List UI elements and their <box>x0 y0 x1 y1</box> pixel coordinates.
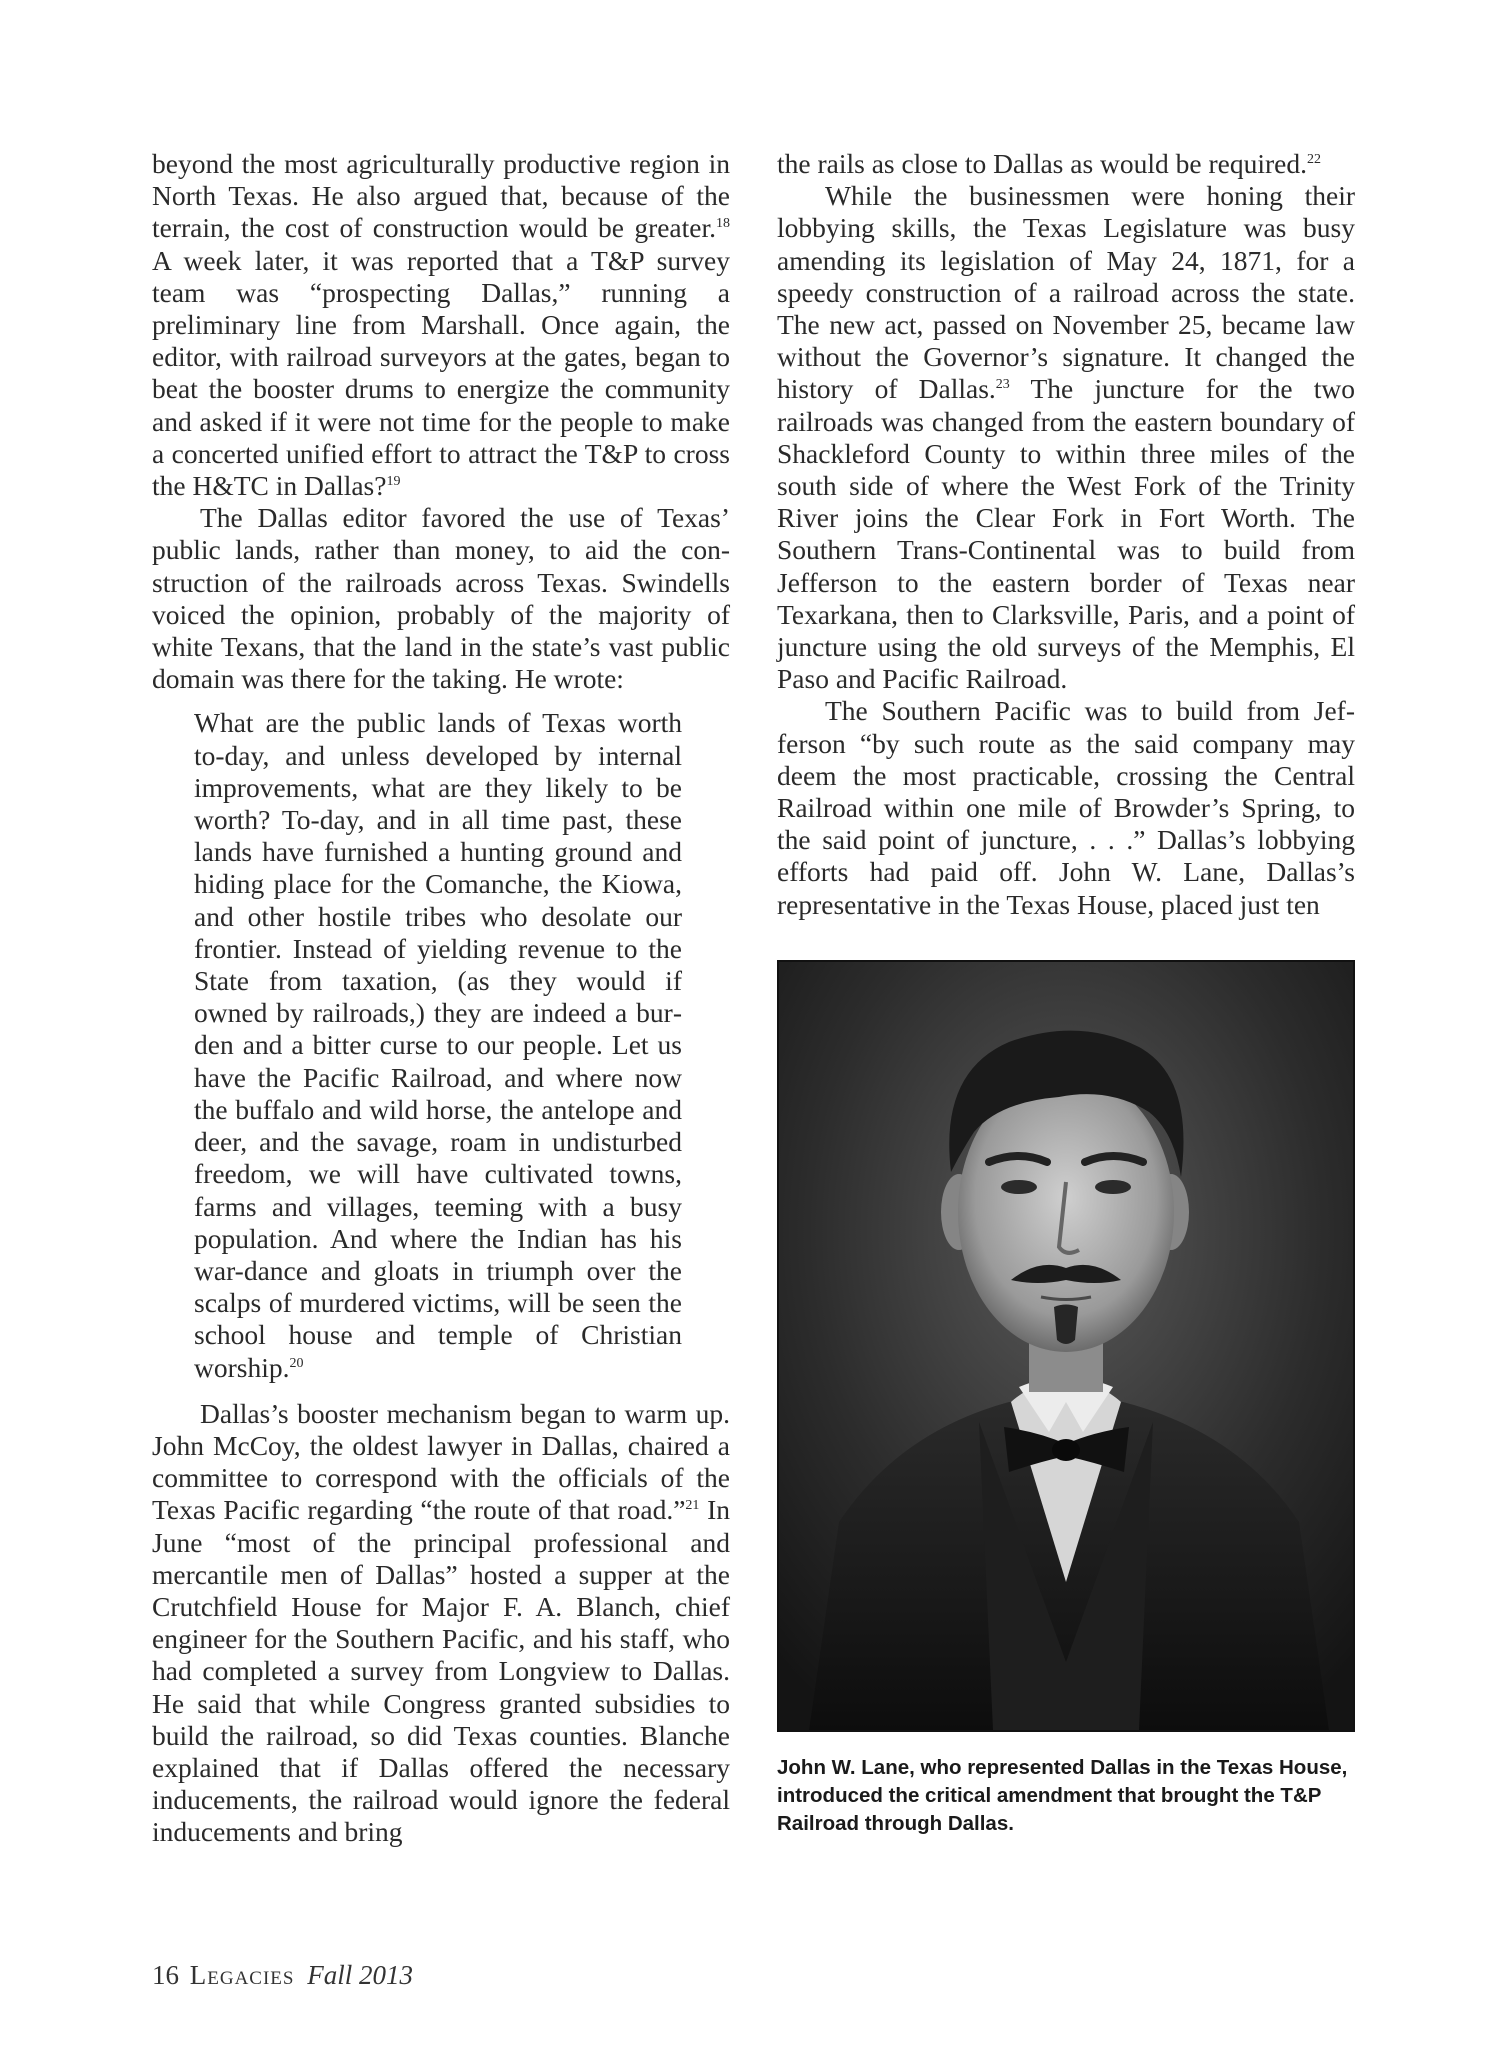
footnote-ref: 20 <box>289 1355 304 1371</box>
portrait-illustration <box>779 962 1353 1730</box>
body-paragraph: beyond the most agriculturally productive region in North Texas. He also argued that, because of the terrain, the cost of construction would be greater.$^{18}$ A week later, it was reported that a T&P survey team was “prospecting Dallas,” running a preliminary line from Marshall. Once again, the editor, with railroad surveyors at the gates, began to beat the booster drums to energize the community and asked if it were not time for the people to make a concerted unified effort to attract the T&P to cross the H&TC in Dallas?$^{19}$ <box>152 148 730 502</box>
page-number: 16 <box>152 1960 179 1990</box>
body-paragraph: The Southern Pacific was to build from Jefferson “by such route as the said company may deem the most practicable, crossing the Central Railroad within one mile of Browder’s Spring, to the said point of juncture, . . .” Dallas’s lobbying efforts had paid off. John W. Lane, Dallas’s representative in the Texas House, placed just ten <box>777 695 1355 920</box>
publication-name: Legacies <box>189 1960 295 1990</box>
page-footer <box>152 1960 413 1991</box>
footnote-ref: 21 <box>685 1498 700 1514</box>
block-quote: What are the public lands of Texas worth to-day, and unless developed by internal improvements, what are they likely to be worth? To-day, and in all time past, these lands have furnished a hunting ground and hiding place for the Comanche, the Kiowa, and other hostile tribes who desolate our frontier. Instead of yielding revenue to the State from taxation, (as they would if owned by railroads,) they are indeed a burden and a bitter curse to our people. Let us have the Pacific Railroad, and where now the buffalo and wild horse, the antelope and deer, and the savage, roam in undisturbed freedom, we will have cultivated towns, farms and villages, teeming with a busy population. And where the Indian has his war-dance and gloats in triumph over the scalps of murdered victims, will be seen the school house and temple of Christian worship.$^{20}$ <box>194 707 682 1383</box>
footnote-ref: 19 <box>386 474 401 490</box>
footnote-ref: 18 <box>716 216 730 232</box>
right-column <box>777 148 1355 921</box>
left-column <box>152 148 730 1849</box>
body-paragraph: While the businessmen were honing their lobbying skills, the Texas Legislature was busy amending its legislation of May 24, 1871, for a speedy construction of a railroad across the state. The new act, passed on November 25, became law without the Governor’s signature. It changed the history of Dallas.$^{23}$ The juncture for the two railroads was changed from the eastern boundary of Shackleford County to within three miles of the south side of where the West Fork of the Trinity River joins the Clear Fork in Fort Worth. The Southern Trans-Continental was to build from Jefferson to the eastern border of Texas near Texarkana, then to Clarksville, Paris, and a point of juncture using the old surveys of the Memphis, El Paso and Pacific Railroad. <box>777 180 1355 695</box>
body-paragraph: the rails as close to Dallas as would be required.$^{22}$ <box>777 148 1321 179</box>
photo-caption: John W. Lane, who represented Dallas in the Texas House, introduced the critical amendment that brought the T&P Railroad through Dallas. <box>777 1756 1348 1835</box>
footnote-ref: 22 <box>1306 152 1321 167</box>
footnote-ref: 23 <box>995 377 1010 393</box>
body-paragraph: Dallas’s booster mechanism began to warm up. John McCoy, the oldest lawyer in Dallas, chaired a committee to correspond with the officials of the Texas Pacific regarding “the route of that road.”$^{21}$ In June “most of the principal professional and mercantile men of Dallas” hosted a supper at the Crutchfield House for Major F. A. Blanch, chief engineer for the Southern Pacific, and his staff, who had completed a survey from Longview to Dallas. He said that while Congress granted subsidies to build the railroad, so did Texas counties. Blanche explained that if Dallas offered the necessary inducements, the railroad would ignore the federal inducements and bring <box>152 1397 730 1848</box>
portrait-photo <box>777 960 1355 1732</box>
issue-label: Fall 2013 <box>307 1960 413 1990</box>
body-paragraph: The Dallas editor favored the use of Texas’ public lands, rather than money, to aid the construction of the railroads across Texas. Swindells voiced the opinion, probably of the majority of white Texans, that the land in the state’s vast public domain was there for the taking. He wrote: <box>152 502 730 695</box>
